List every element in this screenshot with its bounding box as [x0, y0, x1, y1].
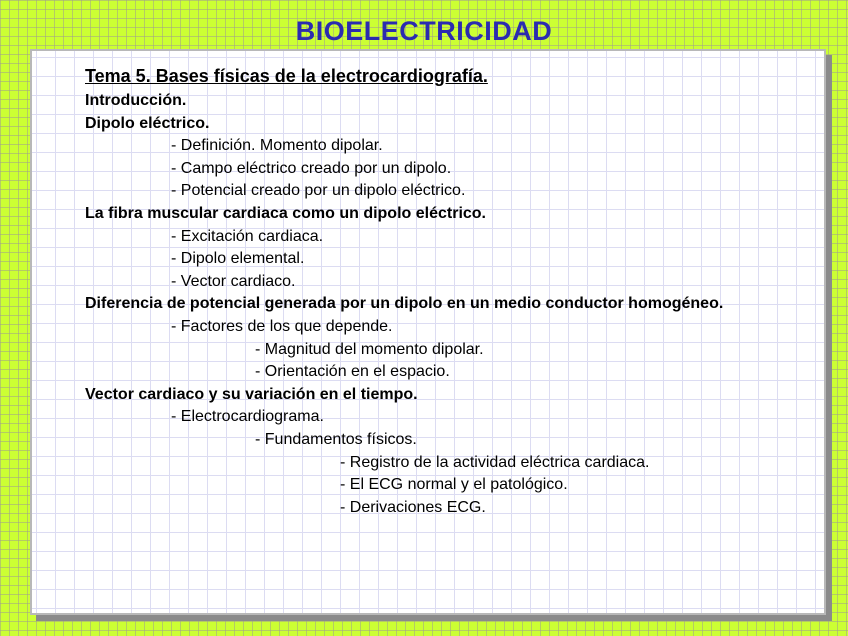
outline-item: - El ECG normal y el patológico. [340, 476, 568, 494]
outline-heading: La fibra muscular cardiaca como un dipolo eléctrico. [85, 204, 486, 222]
outline-item: - Fundamentos físicos. [255, 430, 417, 448]
outline-item: - Vector cardiaco. [171, 272, 296, 290]
outline-heading: Vector cardiaco y su variación en el tiempo. [85, 385, 418, 403]
outline-item: - Derivaciones ECG. [340, 498, 486, 516]
outline-item: - Orientación en el espacio. [255, 363, 450, 381]
outline-content [85, 62, 805, 519]
outline-item: - Campo eléctrico creado por un dipolo. [171, 159, 452, 177]
outline-item: - Factores de los que depende. [171, 317, 393, 335]
outline-heading: Introducción. [85, 92, 187, 109]
outline-heading: Diferencia de potencial generada por un dipolo en un medio conductor homogéneo. [85, 295, 724, 313]
slide-title: BIOELECTRICIDAD [295, 16, 553, 46]
outline-list [85, 90, 805, 519]
outline-item: - Registro de la actividad eléctrica cardiaca. [340, 453, 650, 471]
outline-heading: Dipolo eléctrico. [85, 114, 210, 132]
outline-item: - Potencial creado por un dipolo eléctrico. [171, 182, 466, 200]
outline-item: - Definición. Momento dipolar. [171, 137, 383, 155]
outline-item: - Magnitud del momento dipolar. [255, 340, 484, 358]
outline-item: - Electrocardiograma. [171, 408, 324, 426]
outline-item: - Excitación cardiaca. [171, 227, 324, 245]
outline-item: - Dipolo elemental. [171, 250, 305, 268]
topic-heading: Tema 5. Bases físicas de la electrocardiografía. [85, 66, 488, 86]
